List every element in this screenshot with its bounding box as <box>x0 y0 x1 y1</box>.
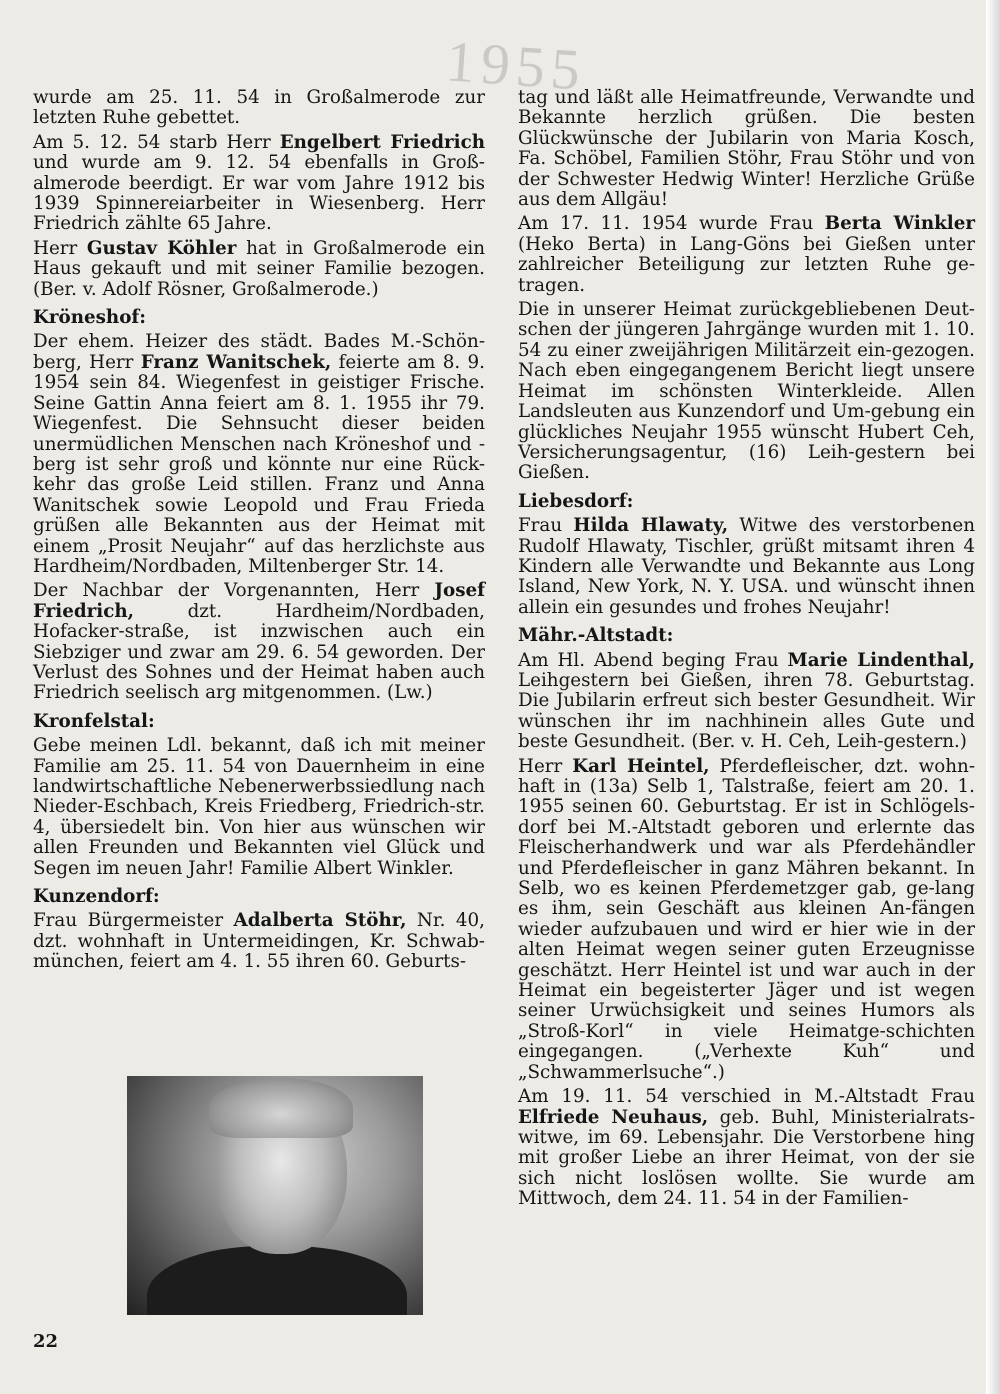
paragraph: wurde am 25. 11. 54 in Großalmerode zur letzten Ruhe gebettet. <box>33 87 485 129</box>
section-heading-kronfelstal: Kronfelstal: <box>33 710 155 732</box>
paragraph: Gebe meinen Ldl. bekannt, daß ich mit meiner Familie am 25. 11. 54 von Dauernheim in eine landwirtschaftliche Nebenerwerbssiedlung nach Nieder-Eschbach, Kreis Friedberg, Friedrich-str. 4, übersiedelt bin. Von hier aus wünschen wir allen Freunden und Bekannten viel Glück und Segen im neuen Jahr! Familie Albert Winkler. <box>33 735 485 879</box>
page-number: 22 <box>33 1331 59 1352</box>
paragraph: Am 19. 11. 54 verschied in M.-Altstadt Frau Elfriede Neuhaus, geb. Buhl, Ministerialrats-witwe, im 69. Lebensjahr. Die Verstorbene hing mit großer Liebe an ihrer Heimat, von der sie sich nicht loslösen wollte. Sie wurde am Mittwoch, dem 24. 11. 54 in der Familien- <box>518 1086 975 1210</box>
right-column <box>518 88 975 1214</box>
paragraph: Der ehem. Heizer des städt. Bades M.-Schön-berg, Herr Franz Wanitschek, feierte am 8. 9. 1954 sein 84. Wiegenfest in geistiger Frische. Seine Gattin Anna feiert am 8. 1. 1955 ihr 79. Wiegenfest. Die Sehnsucht dieser beiden unermüdlichen Menschen nach Kröneshof und -berg ist sehr groß und könnte nur eine Rück-kehr das große Leid stillen. Franz und Anna Wanitschek sowie Leopold und Frau Frieda grüßen alle Bekannten aus der Heimat mit einem „Prosit Neujahr“ auf das herzlichste aus Hardheim/Nordbaden, Miltenberger Str. 14. <box>33 331 485 577</box>
paragraph: Der Nachbar der Vorgenannten, Herr Josef Friedrich, dzt. Hardheim/Nordbaden, Hofacker-straße, ist inzwischen auch ein Siebziger und zwar am 29. 6. 54 geworden. Der Verlust des Sohnes und der Heimat haben auch Friedrich seelisch arg mitgenommen. (Lw.) <box>33 580 485 704</box>
paragraph: Am 5. 12. 54 starb Herr Engelbert Friedrich und wurde am 9. 12. 54 ebenfalls in Groß-almerode beerdigt. Er war vom Jahre 1912 bis 1939 Spinnereiarbeiter in Wiesenberg. Herr Friedrich zählte 65 Jahre. <box>33 131 485 235</box>
paragraph: tag und läßt alle Heimatfreunde, Verwandte und Bekannte herzlich grüßen. Die besten Glückwünsche der Jubilarin von Maria Kosch, Fa. Schöbel, Familien Stöhr, Frau Stöhr und von der Schwester Hedwig Winter! Herzliche Grüße aus dem Allgäu! <box>518 87 975 211</box>
section-heading-liebesdorf: Liebesdorf: <box>518 490 634 512</box>
portrait-body <box>147 1246 407 1315</box>
page-edge <box>986 0 1000 1394</box>
paragraph: Die in unserer Heimat zurückgebliebenen Deut-schen der jüngeren Jahrgänge wurden mit 1. 10. 54 zu einer zweijährigen Militärzeit ein-gezogen. Nach eben eingegangenem Bericht liegt unsere Heimat im schönsten Winterkleide. Allen Landsleuten aus Kunzendorf und Um-gebung ein glückliches Neujahr 1955 wünscht Hubert Ceh, Versicherungsagentur, (16) Leih-gestern bei Gießen. <box>518 299 975 484</box>
section-heading-kroeneshof: Kröneshof: <box>33 307 147 329</box>
paragraph: Herr Gustav Köhler hat in Großalmerode ein Haus gekauft und mit seiner Familie bezogen. (Ber. v. Adolf Rösner, Großalmerode.) <box>33 237 485 300</box>
paragraph: Am Hl. Abend beging Frau Marie Lindenthal, Leihgestern bei Gießen, ihren 78. Geburtstag. Die Jubilarin erfreut sich bester Gesundheit. Wir wünschen ihr im nachhinein alles Gute und beste Gesundheit. (Ber. v. H. Ceh, Leih-gestern.) <box>518 649 975 753</box>
date-stamp: 1955 <box>443 28 589 103</box>
left-column <box>33 88 485 977</box>
paragraph: Herr Karl Heintel, Pferdefleischer, dzt. wohn-haft in (13a) Selb 1, Talstraße, feiert am 20. 1. 1955 seinen 60. Geburtstag. Er ist in Schlögels-dorf bei M.-Altstadt geboren und erlernte das Fleischerhandwerk und war als Pferdehändler und Pferdefleischer in ganz Mähren bekannt. In Selb, wo es keinen Pferdemetzger gab, ge-lang es ihm, sein Geschäft aus kleinen An-fängen wieder aufzubauen und wird er hier wie in der alten Heimat wegen seiner guten Erzeugnisse geschätzt. Herr Heintel ist und war auch in der Heimat ein begeisterter Jäger und ist wegen seiner Urwüchsigkeit und seines Humors als „Stroß-Korl“ in viele Heimatge-schichten eingegangen. („Verhexte Kuh“ und „Schwammerlsuche“.) <box>518 755 975 1083</box>
section-heading-kunzendorf: Kunzendorf: <box>33 886 160 908</box>
paragraph: Frau Bürgermeister Adalberta Stöhr, Nr. 40, dzt. wohnhaft in Untermeidingen, Kr. Schwab-münchen, feiert am 4. 1. 55 ihren 60. Geburts- <box>33 910 485 973</box>
paragraph: Am 17. 11. 1954 wurde Frau Berta Winkler (Heko Berta) in Lang-Göns bei Gießen unter zahlreicher Beteiligung zur letzten Ruhe ge-tragen. <box>518 213 975 296</box>
portrait-hair <box>209 1078 353 1138</box>
portrait-photo <box>127 1076 423 1315</box>
section-heading-maehr-altstadt: Mähr.-Altstadt: <box>518 625 674 647</box>
paragraph: Frau Hilda Hlawaty, Witwe des verstorbenen Rudolf Hlawaty, Tischler, grüßt mitsamt ihren 4 Kindern alle Verwandte und Bekannte aus Long Island, New York, N. Y. USA. und wünscht ihnen allein ein gesundes und frohes Neujahr! <box>518 515 975 618</box>
